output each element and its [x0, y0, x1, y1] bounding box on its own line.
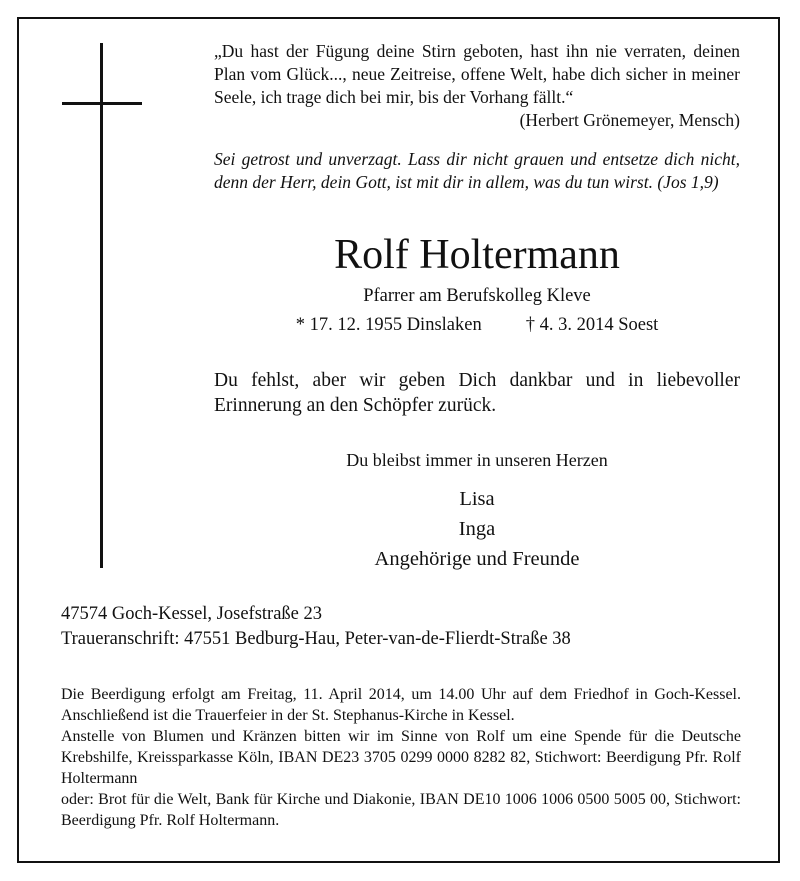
life-dates — [214, 313, 740, 337]
mourner-name: Inga — [458, 518, 496, 540]
bible-verse: Sei getrost und unverzagt. Lass dir nicht grauen und entsetze dich nicht, denn der Herr, dein Gott, ist mit dir in allem, was du tun wirst. (Jos 1,9) — [214, 149, 740, 192]
farewell-message: Du fehlst, aber wir geben Dich dankbar und in liebevoller Erinnerung an den Schöpfer zurück. — [214, 370, 740, 416]
mourner-name: Angehörige und Freunde — [374, 548, 580, 570]
deceased-name: Rolf Holtermann — [334, 232, 620, 278]
quote-attribution: (Herbert Grönemeyer, Mensch) — [519, 110, 740, 130]
deceased-role: Pfarrer am Berufskolleg Kleve — [363, 286, 591, 306]
condolence-address: Traueranschrift: 47551 Bedburg-Hau, Peter-van-de-Flierdt-Straße 38 — [61, 629, 571, 649]
death-date: † 4. 3. 2014 Soest — [525, 315, 659, 335]
residence-address: 47574 Goch-Kessel, Josefstraße 23 — [61, 604, 322, 624]
address-block — [61, 602, 751, 652]
birth-date: * 17. 12. 1955 Dinslaken — [295, 315, 482, 335]
donation-request: Anstelle von Blumen und Kränzen bitten wir im Sinne von Rolf um eine Spende für die Deutsche Krebshilfe, Kreissparkasse Köln, IBAN DE23 3705 0299 0000 8282 82, Stichwort: Beerdigung Pfr. Rolf Holtermann — [61, 728, 741, 787]
mourner-name: Lisa — [459, 488, 495, 510]
cross-icon — [100, 43, 103, 568]
cross-icon-bar — [62, 102, 142, 105]
poem-quote: „Du hast der Fügung deine Stirn geboten, hast ihn nie verraten, deinen Plan vom Glück..., neue Zeitreise, offene Welt, habe dich sicher in meiner Seele, ich trage dich bei mir, bis der Vorhang fällt.“ — [214, 41, 740, 107]
funeral-details: Die Beerdigung erfolgt am Freitag, 11. April 2014, um 14.00 Uhr auf dem Friedhof in Goch-Kessel. Anschließend ist die Trauerfeier in der St. Stephanus-Kirche in Kessel. — [61, 686, 741, 724]
funeral-info — [61, 684, 741, 831]
mourners-list — [214, 484, 740, 574]
remembrance-line: Du bleibst immer in unseren Herzen — [346, 450, 608, 470]
donation-alternative: oder: Brot für die Welt, Bank für Kirche und Diakonie, IBAN DE10 1006 1006 0500 5005 00, Stichwort: Beerdigung Pfr. Rolf Holtermann. — [61, 791, 741, 829]
